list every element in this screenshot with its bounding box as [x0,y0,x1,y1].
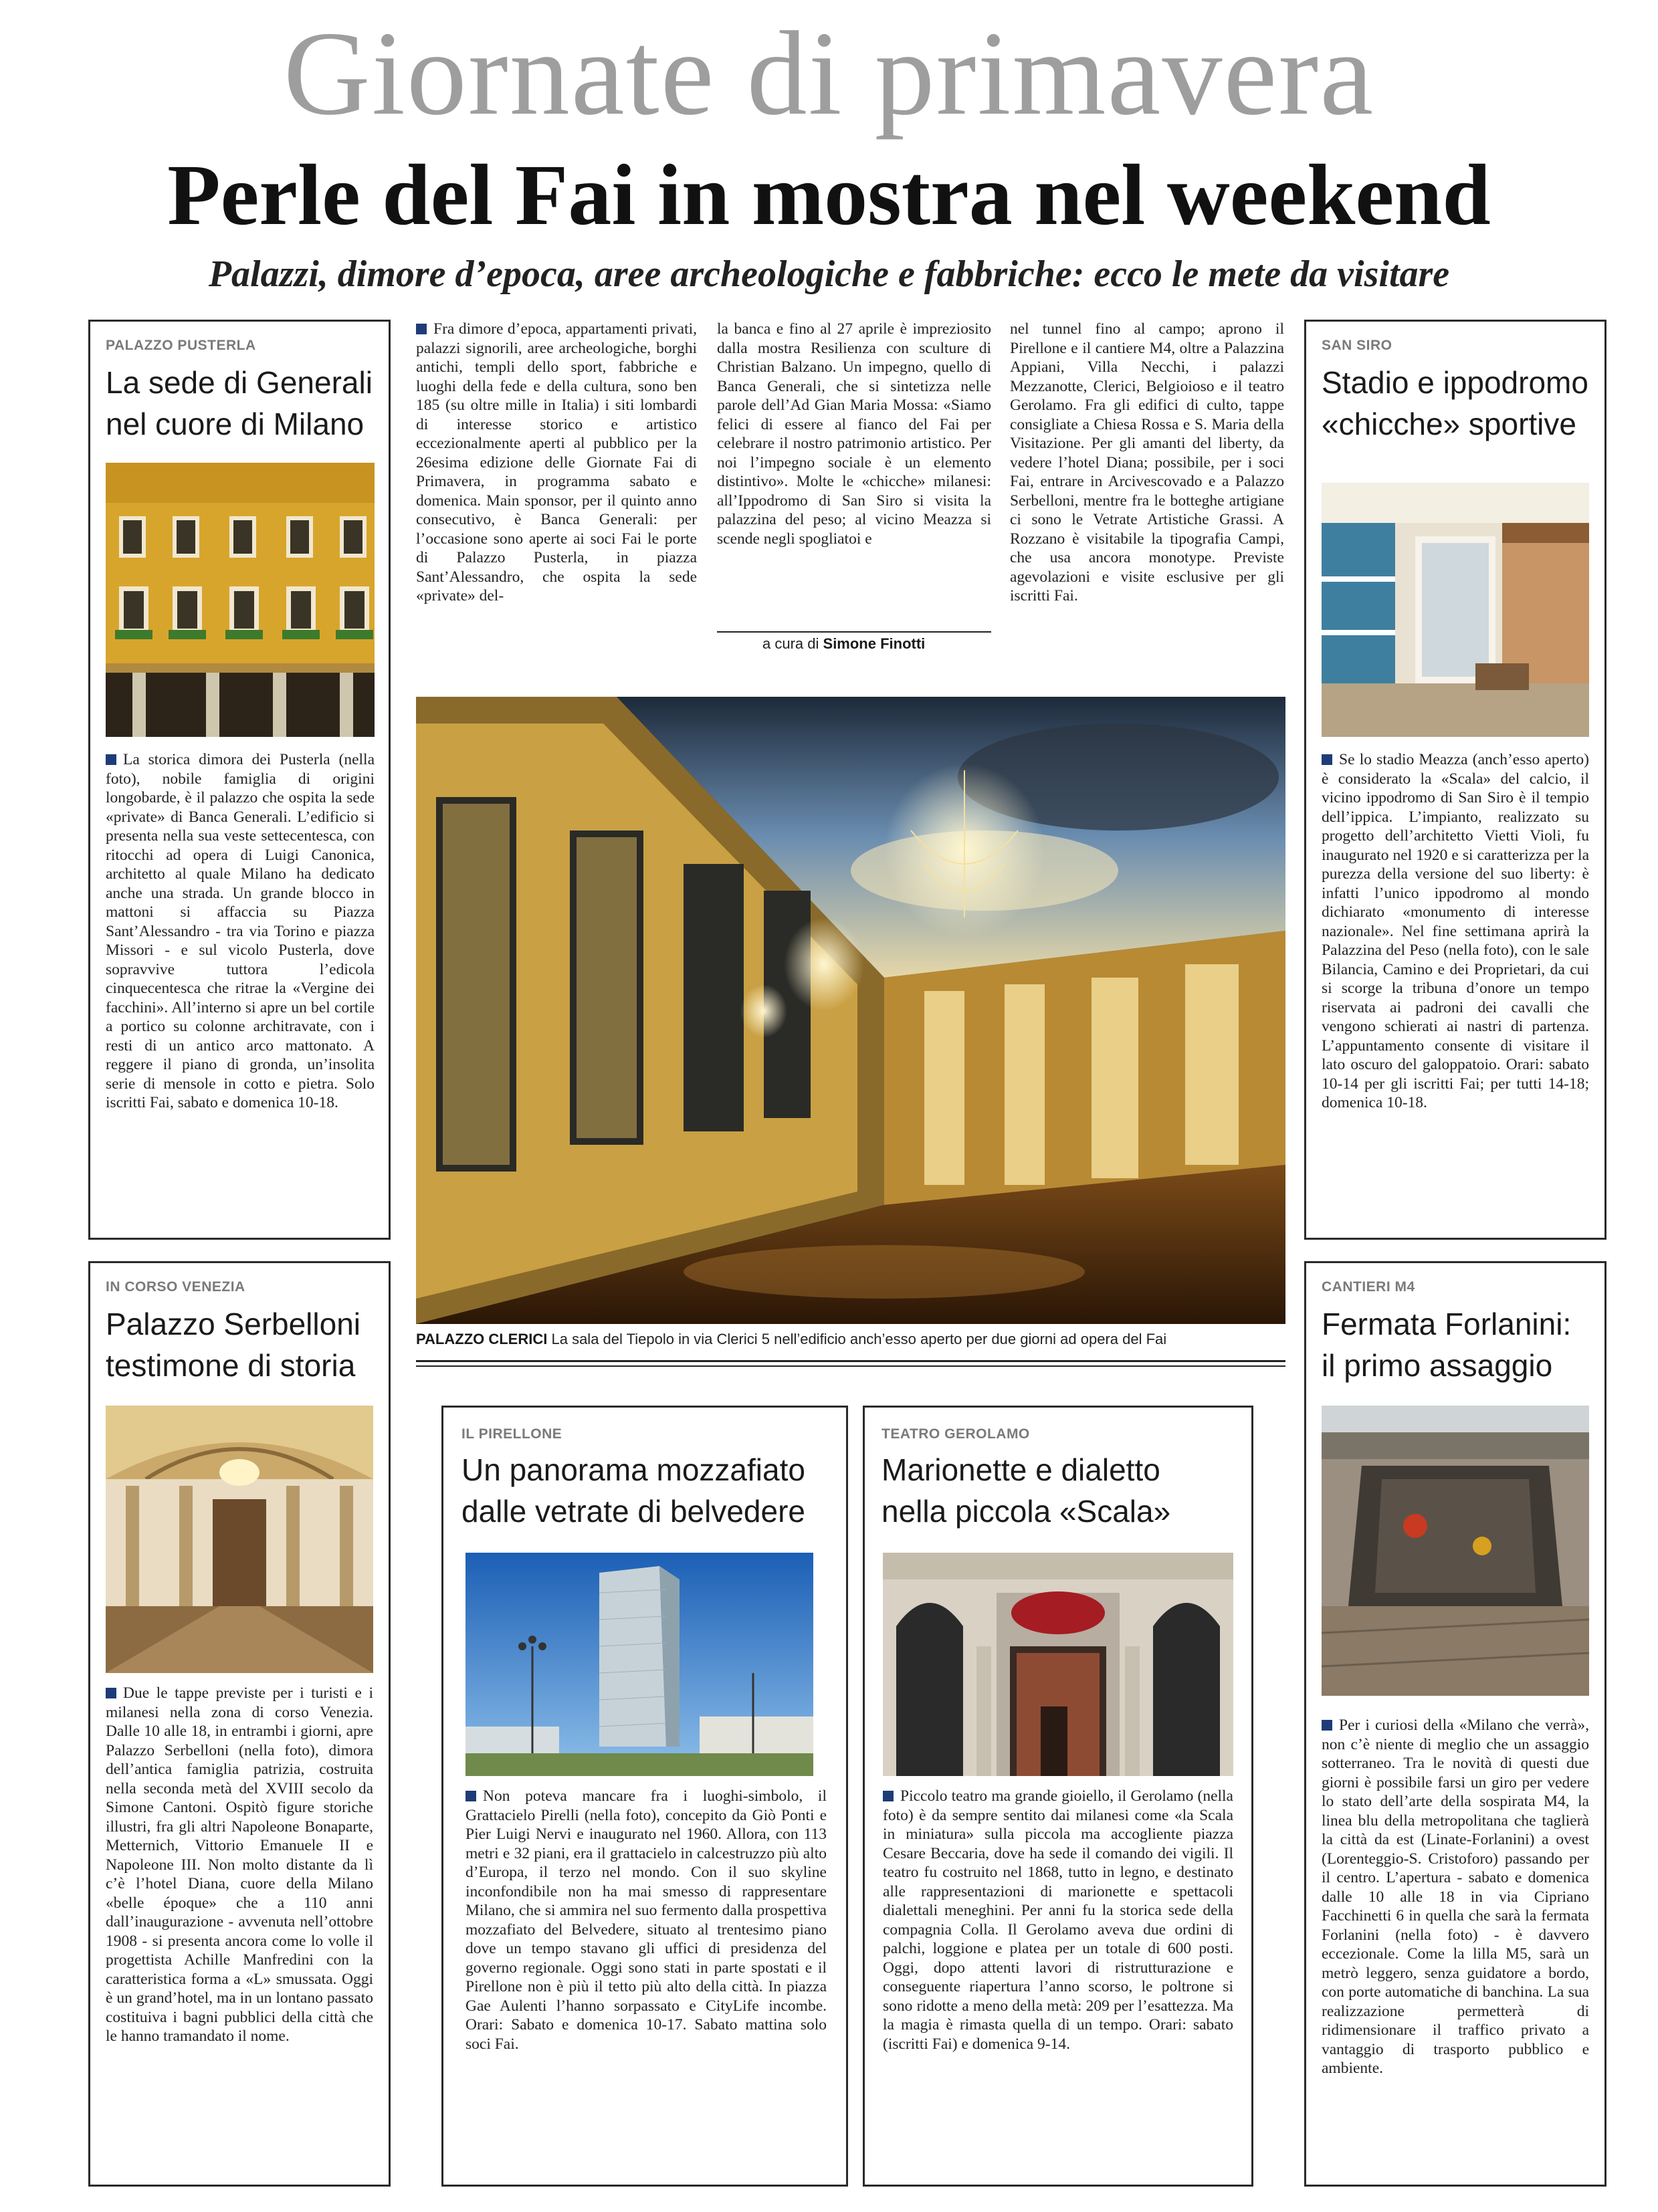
photo-teatro-gerolamo [883,1553,1233,1776]
blue-square-bullet-icon [465,1791,476,1801]
box-title: La sede di Generali [106,365,373,400]
blue-square-bullet-icon [883,1791,894,1801]
intro-column-2: la banca e fino al 27 aprile è impreziosito dalla mostra Resilienza con sculture di Christian Balzano. Un impegno, quello di Banca Generali, che si sintetizza nelle parole dell’Ad Gian Maria Mossa: «Siamo felici di essere al fianco del Fai per celebrare il nostro patrimonio artistico. Per noi l’impegno sociale è un elemento distintivo». Molte le «chicche» milanesi: all’Ippodromo di San Siro si visita la palazzina del peso; al vicino Meazza si scende negli spogliatoi e [717,320,991,548]
blue-square-bullet-icon [1322,754,1332,765]
caption-text: La sala del Tiepolo in via Clerici 5 nell’edificio anch’esso aperto per due giorni ad opera del Fai [551,1331,1167,1347]
box-title: dalle vetrate di belvedere [461,1494,805,1529]
box-label: PALAZZO PUSTERLA [106,338,256,353]
box-label: SAN SIRO [1322,338,1392,353]
main-photo-caption [416,1331,1285,1348]
box-title: «chicche» sportive [1322,407,1576,441]
headline: Perle del Fai in mostra nel weekend [167,147,1491,243]
credit-author: Simone Finotti [823,635,926,652]
photo-palazzo-clerici [416,697,1285,1324]
box-text [106,750,375,1113]
credit-prefix: a cura di [762,635,819,652]
intro-column-3: nel tunnel fino al campo; aprono il Pirellone e il cantiere M4, oltre a Palazzina Appiani, Villa Necchi, i palazzi Mezzanotte, Clerici, Belgioioso e il teatro Gerolamo. Fra gli edifici di culto, tappe consigliate a Chiesa Rossa e S. Maria della Visitazione. Per gli amanti del liberty, da vedere l’hotel Diana; possibile, per i soci Fai, entrare in Arcivescovado e a Palazzo Serbelloni, mentre fra le botteghe artigiane ci sono le Vetrate Artistiche Grassi. A Rozzano è visitabile la tipografia Campi, che usa ancora monotype. Previste agevolazioni e visite esclusive per gli iscritti Fai. [1010,320,1284,604]
kicker-title: Giornate di primavera [283,7,1375,140]
blue-square-bullet-icon [106,754,116,765]
intro-column-1 [416,320,697,606]
credit-rule [717,631,991,633]
subheadline: Palazzi, dimore d’epoca, aree archeologiche e fabbriche: ecco le mete da visitare [208,253,1450,295]
box-label: IL PIRELLONE [461,1426,562,1442]
box-title: testimone di storia [106,1348,356,1383]
box-body-text: Non poteva mancare fra i luoghi-simbolo, il Grattacielo Pirelli (nella foto), concepito da Giò Ponti e Pier Luigi Nervi e inaugurato nel 1960. Allora, con 113 metri e 32 piani, era il grattacielo in calcestruzzo più alto d’Europa, il terzo nel mondo. Con il suo skyline inconfondibile non ha mai smesso di rappresentare Milano, che si ammira nel suo fermento dalla prospettiva mozzafiato del Belvedere, situato al trentesimo piano dove un tempo stavano gli uffici di presidenza del governo regionale. Oggi sono stati in parte spostati e il Pirellone non è più il tetto più alto della città. In piazza Gae Aulenti l’hanno sorpassato e CityLife incombe. Orari: Sabato e domenica 10-17. Sabato mattina solo soci Fai. [465,1787,827,2053]
box-title: nel cuore di Milano [106,407,365,441]
credit-line [762,635,925,653]
box-body-text: Piccolo teatro ma grande gioiello, il Gerolamo (nella foto) è da sempre sentito dai milanesi come «la Scala in miniatura» sulla piccola ma accogliente piazza Cesare Beccaria, dove ha sede il comando dei vigili. Il teatro fu costruito nel 1868, tutto in legno, e destinato alle rappresentazioni di marionette e spettacoli dialettali meneghini. Per anni fu la storica sede della compagnia Colla. Il Gerolamo aveva due ordini di palchi, loggione e platea per un totale di 600 posti. Oggi, dopo attenti lavori di ristrutturazione e conseguente riapertura l’anno scorso, le poltrone si sono ridotte a meno della metà: 209 per l’esattezza. Ma la magia è rimasta quella di un tempo. Orari: sabato (iscritti Fai) e domenica 9-14. [883,1787,1233,2053]
box-text [1322,750,1589,1113]
box-text [106,1684,373,2046]
box-title: Un panorama mozzafiato [461,1452,805,1487]
box-label: CANTIERI M4 [1322,1279,1415,1295]
box-title: nella piccola «Scala» [882,1494,1171,1529]
intro-text-1: Fra dimore d’epoca, appartamenti privati, palazzi signorili, aree archeologiche, borghi antichi, templi dello sport, fabbriche e luoghi della fede e della cultura, sono ben 185 (su oltre mille in Italia) i siti lombardi di interesse storico e artistico eccezionalmente aperti al pubblico per la 26esima edizione delle Giornate Fai di Primavera, in programma sabato e domenica. Main sponsor, per il quinto anno consecutivo, è Banca Generali: per l’occasione sono aperte ai soci Fai le porte di Palazzo Pusterla, in piazza Sant’Alessandro, che ospita la sede «private» del- [416,320,697,604]
photo-grattacielo-pirelli [465,1553,813,1776]
blue-square-bullet-icon [416,324,427,334]
box-title: Stadio e ippodromo [1322,365,1588,400]
box-text [1322,1716,1589,2078]
box-label: IN CORSO VENEZIA [106,1279,245,1295]
blue-square-bullet-icon [1322,1720,1332,1731]
photo-palazzina-del-peso [1322,463,1589,737]
box-text [883,1787,1233,2054]
caption-rule-bottom [416,1365,1285,1367]
box-text [465,1787,827,2054]
box-title: Marionette e dialetto [882,1452,1160,1487]
photo-cantiere-forlanini [1322,1406,1589,1696]
box-body-text: Per i curiosi della «Milano che verrà», non c’è niente di meglio che un assaggio sotterraneo. Tra le novità di questi due giorni è possibile farsi un giro per vedere lo stato dell’arte della sospirata M4, la linea blu della metropolitana che taglierà la città da est (Linate-Forlanini) a ovest (Lorenteggio-S. Cristoforo) passando per il centro. L’apertura - sabato e domenica dalle 10 alle 18 in via Cipriano Facchinetti 6 in quella che sarà la fermata Forlanini (nella foto) - è davvero eccezionale. Come la lilla M5, sarà un metrò leggero, senza guidatore a bordo, con porte automatiche di banchina. La sua realizzazione permetterà di ridimensionare il traffico privato a vantaggio di trasporto pubblico e ambiente. [1322,1717,1589,2077]
caption-rule-top [416,1360,1285,1362]
blue-square-bullet-icon [106,1688,116,1698]
box-title: il primo assaggio [1322,1348,1553,1383]
photo-palazzo-serbelloni [106,1406,373,1673]
box-body-text: La storica dimora dei Pusterla (nella foto), nobile famiglia di origini longobarde, è il palazzo che ospita la sede «private» di Banca Generali. L’edificio si presenta nella sua veste settecentesca, con ritocchi ad opera di Luigi Canonica, architetto al quale Milano ha dedicato anche una strada. Un grande blocco in mattoni si affaccia su Piazza Sant’Alessandro - tra via Torino e piazza Missori - e sul vicolo Pusterla, dove sopravvive tuttora l’edicola cinquecentesca che ritrae la «Vergine dei facchini». All’interno si apre un bel cortile a portico su colonne architravate, con i resti di un antico arco mattonato. A reggere il piano di gronda, un’insolita serie di mensole in cotto e pietra. Solo iscritti Fai, sabato e domenica 10-18. [106,751,375,1111]
box-body-text: Se lo stadio Meazza (anch’esso aperto) è considerato la «Scala» del calcio, il vicino ippodromo di San Siro è il tempio dell’ippica. L’impianto, realizzato su progetto dell’architetto Vietti Violi, fu inaugurato nel 1920 e si caratterizza per la purezza della versione del suo liberty: è infatti l’unico ippodromo al mondo dichiarato «monumento di interesse nazionale». Nel fine settimana aprirà la Palazzina del Peso (nella foto), con le sale Bilancia, Camino e dei Proprietari, da cui si scorge la tribuna d’onore un tempo riservata ai padroni dei cavalli che vengono schierati ai nastri di partenza. L’appuntamento consente di visitare il lato oscuro del galoppatoio. Orari: sabato 10-14 per gli iscritti Fai; per tutti 14-18; domenica 10-18. [1322,751,1589,1111]
box-body-text: Due le tappe previste per i turisti e i milanesi nella zona di corso Venezia. Dalle 10 alle 18, in entrambi i giorni, apre Palazzo Serbelloni (nella foto), dimora dell’antica famiglia patrizia, costruita nella seconda metà del XVIII secolo da Simone Cantoni. Ospitò figure storiche illustri, fra gli altri Napoleone Bonaparte, Metternich, Vittorio Emanuele II e Napoleone III. Non molto distante da lì c’è l’hotel Diana, cuore della Milano «belle époque» che a 110 anni dall’inaugurazione - avvenuta nell’ottobre 1908 - si presenta ancora come lo volle il progettista Achille Manfredini con la caratteristica forma a «L» smussata. Oggi è un grand’hotel, ma in un lontano passato costituiva i bagni pubblici della città che le hanno tramandato il nome. [106,1684,373,2045]
box-title: Fermata Forlanini: [1322,1307,1572,1341]
caption-label: PALAZZO CLERICI [416,1331,548,1347]
box-label: TEATRO GEROLAMO [882,1426,1030,1442]
photo-palazzo-pusterla [106,463,375,737]
box-title: Palazzo Serbelloni [106,1307,361,1341]
